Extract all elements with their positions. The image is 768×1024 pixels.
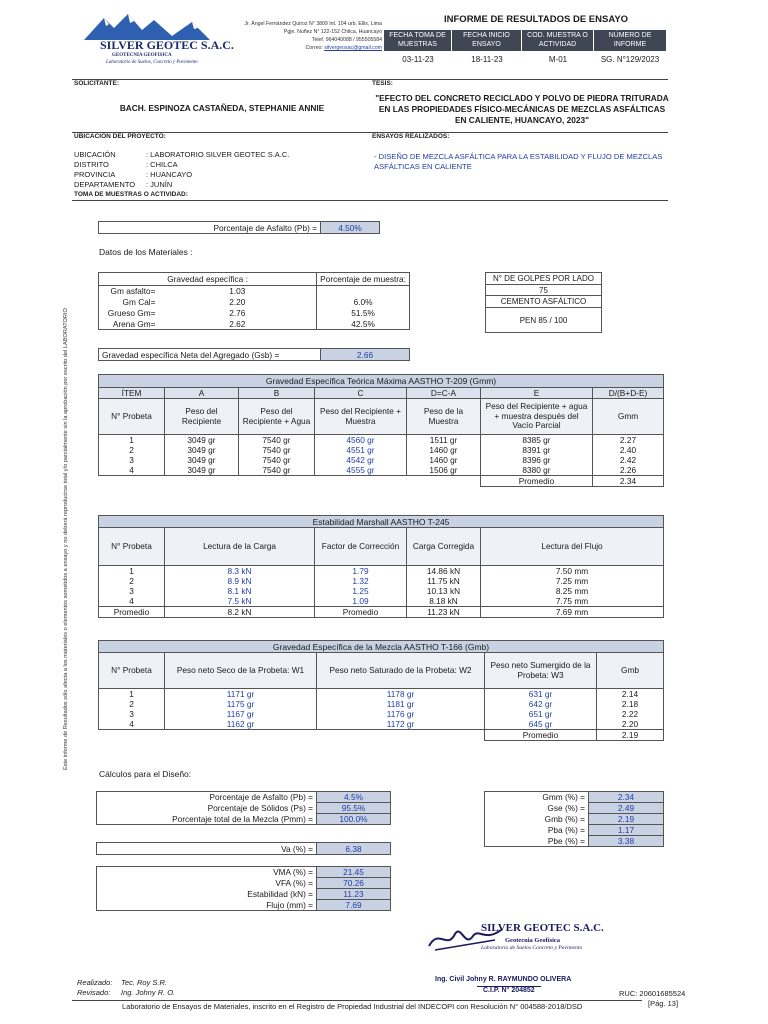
email-link[interactable]: silvergeosac@gmail.com — [324, 45, 382, 52]
address-block — [212, 20, 382, 52]
pb-label: Porcentaje de Asfalto (Pb) = — [99, 222, 321, 234]
ruc: RUC: 20601685524 — [619, 989, 686, 998]
calc-value: 95.5% — [317, 803, 391, 814]
calc-value: 3.38 — [589, 836, 664, 847]
table-cell: 7.25 mm — [481, 576, 664, 586]
gmb-promedio-label: Promedio — [485, 730, 597, 741]
table-cell: 8380 gr — [481, 465, 593, 476]
gmb-head: Peso neto Saturado de la Probeta: W2 — [317, 653, 485, 689]
table-cell: 1167 gr — [165, 709, 317, 719]
table-cell: 8.25 mm — [481, 586, 664, 596]
table-cell: 3049 gr — [165, 445, 239, 455]
pb-value: 4.50% — [321, 222, 380, 234]
table-cell: 8396 gr — [481, 455, 593, 465]
table-cell: 4551 gr — [315, 445, 407, 455]
material-porcentaje: 51.5% — [317, 308, 410, 319]
address-line: Jr. Ángel Fernández Quiroz N° 3809 Int. 104 urb. Ellis, Lima — [244, 21, 382, 27]
calc-key: Pba (%) = — [485, 825, 589, 836]
realizado-value: Tec. Roy S.R. — [121, 978, 167, 987]
material-porcentaje: 42.5% — [317, 319, 410, 330]
stamp-line1: Geotecnia Geofísica — [505, 937, 561, 944]
header-fecha-toma: FECHA TOMA DE MUESTRAS — [384, 30, 452, 51]
marshall-head: Lectura del Flujo — [481, 528, 664, 566]
solicitante-label: SOLICITANTE: — [74, 80, 120, 87]
gmb-head: Peso neto Seco de la Probeta: W1 — [165, 653, 317, 689]
email-line: Correo: silvergeosac@gmail.com — [305, 45, 382, 52]
table-cell: 651 gr — [485, 709, 597, 719]
table-cell: 3049 gr — [165, 465, 239, 476]
table-cell: 4542 gr — [315, 455, 407, 465]
table-cell: 1 — [99, 689, 165, 700]
calc-value: 2.34 — [589, 792, 664, 803]
calc-value: 21.45 — [317, 867, 391, 878]
table-cell: 2 — [99, 576, 165, 586]
gmb-promedio-value: 2.19 — [597, 730, 664, 741]
stamp-line2: Laboratorio de Suelos Concreto y Pavimento — [481, 945, 583, 951]
material-porcentaje — [317, 286, 410, 297]
table-cell: 1.32 — [315, 576, 407, 586]
calc3-table — [484, 791, 664, 847]
table-cell: 4 — [99, 465, 165, 476]
calc-value: 2.19 — [589, 814, 664, 825]
table-cell: 14.86 kN — [407, 566, 481, 577]
gmb-head: Peso neto Sumergido de la Probeta: W3 — [485, 653, 597, 689]
table-cell: 11.75 kN — [407, 576, 481, 586]
va-key: Va (%) = — [97, 843, 317, 855]
table-cell: 1176 gr — [317, 709, 485, 719]
table-cell: 1162 gr — [165, 719, 317, 730]
report-title: INFORME DE RESULTADOS DE ENSAYO — [444, 14, 629, 25]
gmb-head: N° Probeta — [99, 653, 165, 689]
materials-header-gravedad: Gravedad específica : — [99, 273, 317, 286]
report-values-row — [384, 55, 666, 64]
table-cell: 1506 gr — [407, 465, 481, 476]
table-cell: 10.13 kN — [407, 586, 481, 596]
table-cell: 2 — [99, 445, 165, 455]
gsb-table — [98, 348, 410, 361]
footer-line: Laboratorio de Ensayos de Materiales, inscrito en el Registro de Propiedad Industrial del INDECOPI con Resolución N° 004588-2018/DSD — [122, 1002, 583, 1011]
gmm-rows — [99, 435, 664, 487]
table-cell: 3049 gr — [165, 455, 239, 465]
header-cod-muestra: COD. MUESTRA O ACTIVIDAD — [522, 30, 594, 51]
marshall-head: N° Probeta — [99, 528, 165, 566]
solicitante-value: BACH. ESPINOZA CASTAÑEDA, STEPHANIE ANNIE — [119, 103, 325, 113]
gmm-head: Peso del Recipiente + Agua — [239, 399, 315, 435]
page-number: [Pág. 13] — [648, 999, 679, 1008]
calc-key: VMA (%) = — [97, 867, 317, 878]
table-cell: 1 — [99, 435, 165, 446]
calc-value: 70.26 — [317, 878, 391, 889]
table-cell: 1181 gr — [317, 699, 485, 709]
materials-table — [98, 272, 410, 330]
table-cell: 631 gr — [485, 689, 597, 700]
table-cell: 4 — [99, 719, 165, 730]
table-cell: 7540 gr — [239, 445, 315, 455]
value-numero-informe: SG. N°129/2023 — [600, 55, 660, 64]
table-cell: 2.42 — [593, 455, 664, 465]
gmm-letter: C — [315, 388, 407, 399]
calc2-table — [96, 866, 391, 911]
location-value: : CHILCA — [146, 159, 178, 169]
table-cell: 4 — [99, 596, 165, 607]
gmm-promedio-label: Promedio — [481, 476, 593, 487]
logo-name: SILVER GEOTEC S.A.C. — [100, 38, 234, 52]
revisado-value: Ing. Johny R. O. — [121, 987, 176, 997]
stamp-engineer: Ing. Civil Johny R. RAYMUNDO OLIVERA — [435, 976, 572, 983]
phone-line: Telef. 964040088 / 955505584 — [311, 37, 382, 44]
table-cell: 1 — [99, 566, 165, 577]
material-key: Gm Cal= — [99, 297, 159, 308]
gmm-head: Peso del Recipiente — [165, 399, 239, 435]
calc-key: VFA (%) = — [97, 878, 317, 889]
calc-key: Gse (%) = — [485, 803, 589, 814]
calc-key: Gmm (%) = — [485, 792, 589, 803]
table-cell: 1.09 — [315, 596, 407, 607]
table-cell: 8.3 kN — [165, 566, 315, 577]
material-key: Grueso Gm= — [99, 308, 159, 319]
gsb-value: 2.66 — [321, 349, 410, 361]
toma-label: TOMA DE MUESTRAS O ACTIVIDAD: — [74, 191, 188, 198]
material-gravedad: 1.03 — [159, 286, 317, 297]
gmm-head: N° Probeta — [99, 399, 165, 435]
material-gravedad: 2.62 — [159, 319, 317, 330]
table-cell: 8391 gr — [481, 445, 593, 455]
table-cell: 2.18 — [597, 699, 664, 709]
logo-sub2: Laboratorio de Suelos, Concreto y Pavimento — [106, 60, 198, 65]
tesis-value: "EFECTO DEL CONCRETO RECICLADO Y POLVO DE PIEDRA TRITURADA EN LAS PROPIEDADES FÍSICO-MECÁNICAS DE MEZCLAS ASFÁLTICAS EN CALIENTE, HUANCAYO, 2023" — [375, 93, 669, 125]
calc-key: Pbe (%) = — [485, 836, 589, 847]
calc-value: 4.5% — [317, 792, 391, 803]
gmm-title: Gravedad Específica Teórica Máxima AASTHO T-209 (Gmm) — [99, 375, 664, 388]
marshall-promedio-label: Promedio — [315, 607, 407, 618]
material-gravedad: 2.20 — [229, 297, 246, 307]
side-note: Este informe de Resultados sólo afecta a los materiales o elementos sometidos a ensayo y no deberá reproducirse total y/o parcialmente sin la aprobación por escrito del LABORATORIO — [63, 308, 69, 770]
address-line: Pgje. Nuñez N° 122-152 Chilca, Huancayo — [283, 29, 382, 36]
pb-table — [98, 221, 380, 234]
gmm-head: Gmm — [593, 399, 664, 435]
materials-header-porcentaje: Porcentaje de muestra: — [317, 273, 410, 286]
marshall-promedio-carga: 8.2 kN — [165, 607, 315, 618]
table-cell: 7.50 mm — [481, 566, 664, 577]
header-numero-informe: NÚMERO DE INFORME — [594, 30, 666, 51]
calc-title: Cálculos para el Diseño: — [99, 769, 192, 779]
table-cell: 645 gr — [485, 719, 597, 730]
gmb-title: Gravedad Específica de la Mezcla AASTHO T-166 (Gmb) — [99, 641, 664, 653]
material-gravedad: 2.76 — [229, 308, 246, 318]
gmm-letter: B — [239, 388, 315, 399]
calc-key: Estabilidad (kN) = — [97, 889, 317, 900]
material-key: Arena Gm= — [99, 319, 159, 330]
table-cell: 2.22 — [597, 709, 664, 719]
golpes-header: N° DE GOLPES POR LADO — [486, 273, 602, 285]
gmm-letter: ÍTEM — [99, 388, 165, 399]
location-block — [74, 150, 289, 190]
datos-title: Datos de los Materiales : — [99, 247, 193, 257]
table-cell: 2.20 — [597, 719, 664, 730]
gsb-label: Gravedad específica Neta del Agregado (Gsb) = — [99, 349, 321, 361]
table-cell: 7.5 kN — [165, 596, 315, 607]
material-porcentaje: 6.0% — [317, 297, 410, 308]
table-cell: 2.40 — [593, 445, 664, 455]
footer-rule — [72, 1000, 642, 1001]
marshall-table — [98, 515, 664, 618]
table-cell: 7540 gr — [239, 435, 315, 446]
calc-value: 2.49 — [589, 803, 664, 814]
gmm-head: Peso del Recipiente + agua + muestra después del Vacío Parcial — [481, 399, 593, 435]
va-value: 6.38 — [317, 843, 391, 855]
calc-key: Flujo (mm) = — [97, 900, 317, 911]
rule — [72, 200, 668, 201]
table-cell: 2 — [99, 699, 165, 709]
table-cell: 1178 gr — [317, 689, 485, 700]
stamp — [425, 916, 625, 1000]
cemento-header: CEMENTO ASFÁLTICO — [486, 296, 602, 308]
gmm-letter: D/(B+D-E) — [593, 388, 664, 399]
location-key: PROVINCIA — [74, 169, 116, 179]
calc-value: 100.0% — [317, 814, 391, 825]
table-cell: 7540 gr — [239, 455, 315, 465]
calc-key: Gmb (%) = — [485, 814, 589, 825]
table-cell: 1175 gr — [165, 699, 317, 709]
calc-value: 7.69 — [317, 900, 391, 911]
gmm-head: Peso de la Muestra — [407, 399, 481, 435]
golpes-value: 75 — [486, 285, 602, 296]
table-cell: 3 — [99, 455, 165, 465]
location-value: : LABORATORIO SILVER GEOTEC S.A.C. — [146, 150, 290, 159]
marshall-title: Estabilidad Marshall AASTHO T-245 — [99, 516, 664, 528]
gmm-promedio-value: 2.34 — [593, 476, 664, 487]
calc-key: Porcentaje de Sólidos (Ps) = — [97, 803, 317, 814]
value-cod-muestra: M-01 — [548, 55, 568, 64]
ensayo-value: - DISEÑO DE MEZCLA ASFÁLTICA PARA LA ESTABILIDAD Y FLUJO DE MEZCLAS ASFÁLTICAS EN CALIENTE — [374, 152, 663, 171]
table-cell: 1511 gr — [407, 435, 481, 446]
footer-signers — [77, 978, 175, 998]
table-cell: 8.9 kN — [165, 576, 315, 586]
calc-value: 1.17 — [589, 825, 664, 836]
location-key: DISTRITO — [74, 159, 109, 169]
gmm-letter: E — [481, 388, 593, 399]
gmm-table — [98, 374, 664, 487]
header-fecha-inicio: FECHA INICIO ENSAYO — [452, 30, 522, 51]
gmm-letter: A — [165, 388, 239, 399]
golpes-table — [485, 272, 602, 333]
table-cell: 2.14 — [597, 689, 664, 700]
marshall-head: Carga Corregida — [407, 528, 481, 566]
rule — [72, 79, 668, 80]
marshall-head: Factor de Corrección — [315, 528, 407, 566]
table-cell: 3 — [99, 709, 165, 719]
location-value: : HUANCAYO — [146, 169, 193, 179]
calc-key: Porcentaje de Asfalto (Pb) = — [97, 792, 317, 803]
table-cell: 4555 gr — [315, 465, 407, 476]
stamp-cip: C.I.P. N° 204852 — [477, 986, 541, 994]
table-cell: 1460 gr — [407, 445, 481, 455]
table-cell: 8.1 kN — [165, 586, 315, 596]
table-cell: 8.18 kN — [407, 596, 481, 607]
table-cell: 642 gr — [485, 699, 597, 709]
calc-value: 11.23 — [317, 889, 391, 900]
calc-key: Porcentaje total de la Mezcla (Pmm) = — [97, 814, 317, 825]
calc1-table — [96, 791, 391, 825]
table-cell: 7.75 mm — [481, 596, 664, 607]
location-key: DEPARTAMENTO — [74, 179, 136, 189]
table-cell: 4560 gr — [315, 435, 407, 446]
table-cell: 1460 gr — [407, 455, 481, 465]
report-header-row — [384, 30, 666, 51]
company-logo — [82, 12, 234, 70]
gmb-table — [98, 640, 664, 741]
material-key: Gm asfalto= — [99, 286, 159, 297]
gmm-head: Peso del Recipiente + Muestra — [315, 399, 407, 435]
marshall-promedio-label: Promedio — [99, 607, 165, 618]
value-fecha-toma: 03-11-23 — [402, 55, 434, 64]
table-cell: 2.27 — [593, 435, 664, 446]
table-cell: 1.79 — [315, 566, 407, 577]
table-cell: 1172 gr — [317, 719, 485, 730]
stamp-name: SILVER GEOTEC S.A.C. — [481, 922, 604, 934]
ubicacion-proyecto-label: UBICACIÓN DEL PROYECTO: — [74, 133, 166, 140]
table-cell: 8385 gr — [481, 435, 593, 446]
tesis-label: TESIS: — [372, 80, 393, 87]
marshall-promedio-flujo: 7.69 mm — [481, 607, 664, 618]
marshall-head: Lectura de la Carga — [165, 528, 315, 566]
table-cell: 1171 gr — [165, 689, 317, 700]
table-cell: 2.26 — [593, 465, 664, 476]
location-value: : JUNÍN — [146, 179, 173, 189]
gmm-letter: D=C-A — [407, 388, 481, 399]
gmb-head: Gmb — [597, 653, 664, 689]
va-table — [96, 842, 391, 855]
table-cell: 1.25 — [315, 586, 407, 596]
table-cell: 7540 gr — [239, 465, 315, 476]
value-fecha-inicio: 18-11-23 — [471, 55, 503, 64]
ensayos-label: ENSAYOS REALIZADOS: — [372, 133, 450, 140]
table-cell: 3 — [99, 586, 165, 596]
marshall-promedio-corregida: 11.23 kN — [407, 607, 481, 618]
table-cell: 3049 gr — [165, 435, 239, 446]
realizado-label: Realizado: — [77, 978, 113, 987]
logo-sub1: GEOTECNIA GEOFISICA — [112, 53, 172, 58]
cemento-value: PEN 85 / 100 — [486, 308, 602, 333]
location-key: UBICACIÓN — [74, 150, 116, 159]
revisado-label: Revisado: — [77, 987, 111, 997]
